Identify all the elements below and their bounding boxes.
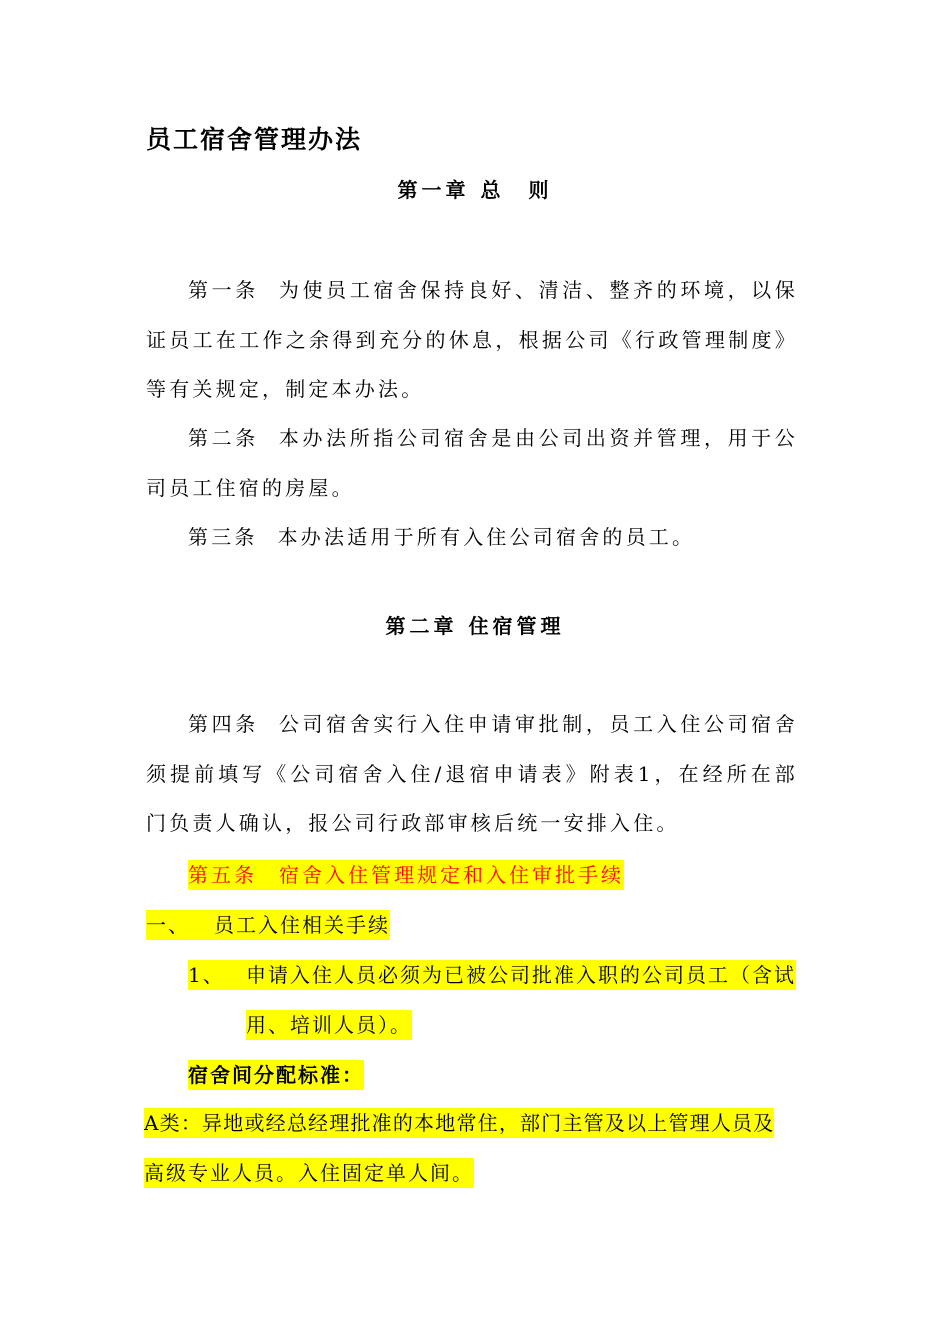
article-2-label: 第二条 xyxy=(188,426,259,450)
article-5-text: 宿舍入住管理规定和入住审批手续 xyxy=(279,863,624,887)
section-1-text: 员工入住相关手续 xyxy=(214,913,390,937)
document-title: 员工宿舍管理办法 xyxy=(146,125,363,154)
article-1-label: 第一条 xyxy=(188,278,259,302)
article-4-text: 公司宿舍实行入住申请审批制，员工入住公司宿舍须提前填写《公司宿舍入住/退宿申请表》附表1，在经所在部门负责人确认，报公司行政部审核后统一安排入住。 xyxy=(146,712,798,835)
section-1 xyxy=(146,910,390,940)
article-2 xyxy=(146,414,798,513)
article-2-text: 本办法所指公司宿舍是由公司出资并管理，用于公司员工住宿的房屋。 xyxy=(146,426,798,500)
item-1-text-line-1: 申请入住人员必须为已被公司批准入职的公司员工（含试 xyxy=(246,963,796,987)
allocation-heading: 宿舍间分配标准： xyxy=(188,1060,364,1090)
article-3 xyxy=(146,513,798,563)
article-3-label: 第三条 xyxy=(188,525,258,549)
item-1-line-2: 用、培训人员）。 xyxy=(246,1010,412,1040)
section-1-number: 一、 xyxy=(146,913,190,937)
item-1-line-1 xyxy=(188,960,796,990)
class-a-line-2: 高级专业人员。入住固定单人间。 xyxy=(144,1158,474,1188)
class-a-line-1: A类：异地或经总经理批准的本地常住，部门主管及以上管理人员及 xyxy=(144,1108,774,1138)
article-3-text: 本办法适用于所有入住公司宿舍的员工。 xyxy=(277,525,696,549)
article-4-label: 第四条 xyxy=(188,712,259,736)
article-1 xyxy=(146,266,798,415)
article-4 xyxy=(146,700,798,849)
article-1-text: 为使员工宿舍保持良好、清洁、整齐的环境，以保证员工在工作之余得到充分的休息，根据公司《行政管理制度》等有关规定，制定本办法。 xyxy=(146,278,798,401)
chapter-1-heading: 第一章 总 则 xyxy=(397,178,553,202)
article-5 xyxy=(188,860,624,890)
article-5-label: 第五条 xyxy=(188,863,257,887)
item-1-number: 1、 xyxy=(188,963,225,987)
chapter-2-heading: 第二章 住宿管理 xyxy=(385,614,565,638)
